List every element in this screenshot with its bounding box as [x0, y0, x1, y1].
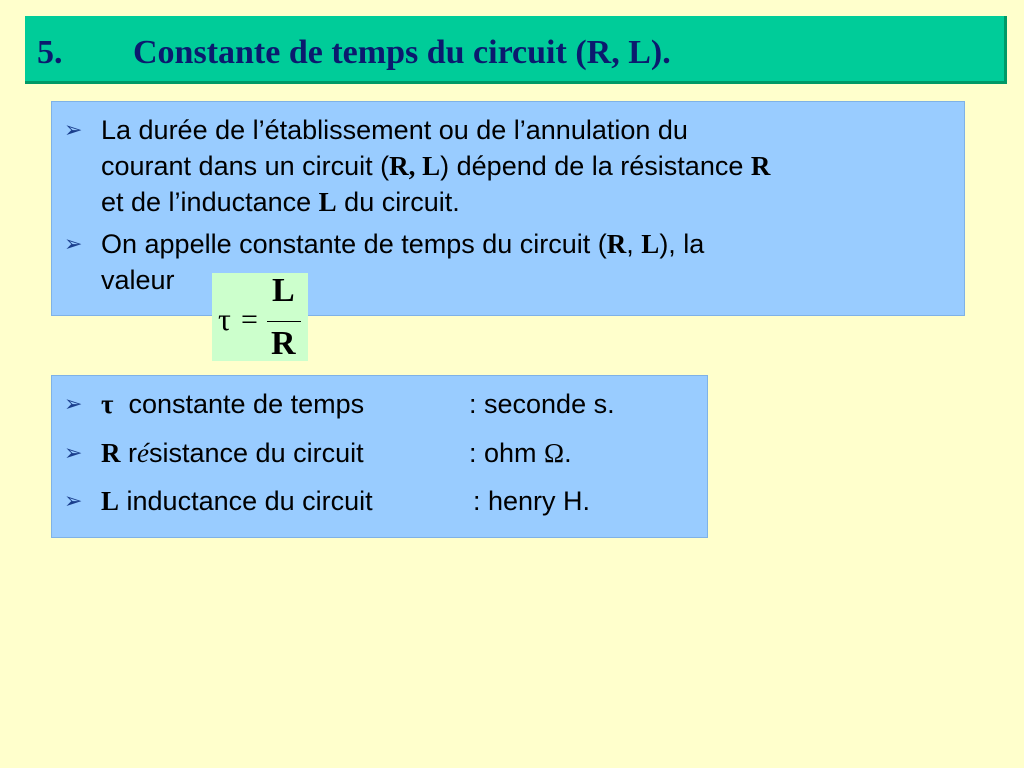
units-box [51, 375, 708, 538]
definition-item-2-line-2: valeur [101, 265, 175, 295]
unit-value-r: : ohm Ω. [469, 438, 572, 468]
time-constant-formula [212, 273, 308, 361]
definition-item-2-line-1: On appelle constante de temps du circuit (R, L), la [101, 229, 705, 259]
page-title: Constante de temps du circuit (R, L). [133, 34, 671, 71]
formula-numerator: L [272, 272, 295, 309]
unit-item-l: L inductance du circuit [101, 486, 373, 516]
fraction-bar [267, 321, 301, 322]
definition-box [51, 101, 965, 316]
formula-equals: = [241, 303, 258, 336]
arrow-bullet-icon: ➢ [64, 440, 83, 465]
formula-tau: τ [218, 301, 231, 337]
section-number: 5. [37, 34, 63, 71]
definition-item-1 [101, 112, 961, 220]
formula-denominator: R [271, 325, 296, 362]
arrow-bullet-icon: ➢ [64, 488, 83, 513]
definition-item-1-line-1: La durée de l’établissement ou de l’annulation du [101, 115, 688, 145]
unit-item-r: R résistance du circuit [101, 438, 364, 468]
unit-value-l: : henry H. [473, 486, 591, 516]
arrow-bullet-icon: ➢ [64, 391, 83, 416]
definition-item-1-line-2: courant dans un circuit (R, L) dépend de la résistance R [101, 151, 771, 181]
unit-value-tau: : seconde s. [469, 389, 615, 419]
definition-item-1-line-3: et de l’inductance L du circuit. [101, 187, 460, 217]
arrow-bullet-icon: ➢ [64, 231, 83, 256]
arrow-bullet-icon: ➢ [64, 117, 83, 142]
title-bar [25, 16, 1007, 84]
unit-item-tau: τ constante de temps [101, 389, 365, 419]
